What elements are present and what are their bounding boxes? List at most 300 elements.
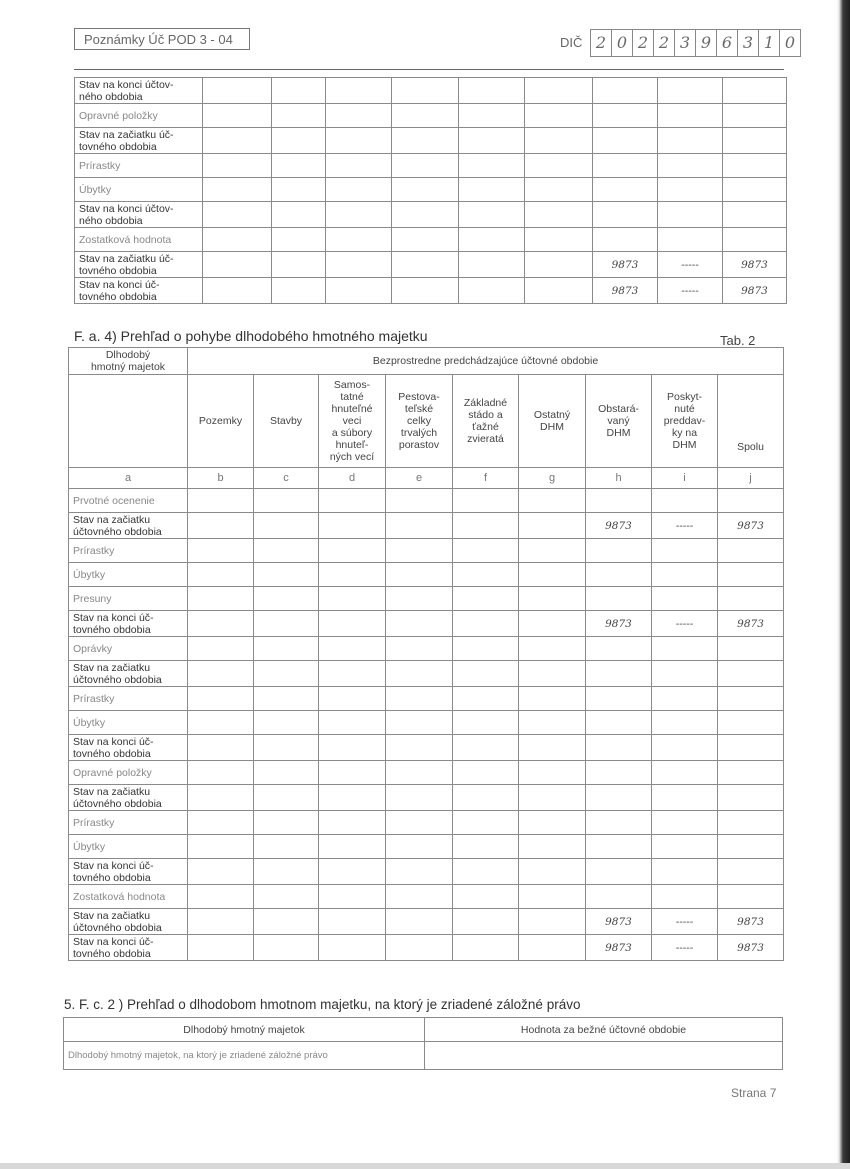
cell-i-value (658, 228, 723, 252)
empty-cell (254, 661, 319, 687)
empty-cell (525, 104, 593, 128)
empty-cell (519, 909, 586, 935)
row-label: Úbytky (69, 835, 188, 859)
row-label: Stav na konci úč- tovného obdobia (69, 935, 188, 961)
empty-cell (519, 611, 586, 637)
empty-cell (453, 835, 519, 859)
empty-cell (319, 909, 386, 935)
empty-cell (319, 563, 386, 587)
cell-h-value (586, 661, 652, 687)
cell-i-value (652, 563, 718, 587)
empty-cell (188, 785, 254, 811)
empty-cell (392, 128, 459, 154)
row-label: Presuny (69, 587, 188, 611)
table-row (75, 202, 787, 228)
empty-cell (203, 154, 272, 178)
table2-tab-label: Tab. 2 (720, 333, 756, 348)
empty-cell (525, 252, 593, 278)
empty-cell (254, 611, 319, 637)
col-header: Spolu (718, 375, 784, 468)
table-row (75, 178, 787, 202)
empty-cell (525, 154, 593, 178)
cell-j-value (723, 104, 787, 128)
empty-cell (188, 611, 254, 637)
pledged-col2-header: Hodnota za bežné účtovné obdobie (425, 1018, 783, 1042)
empty-cell (254, 711, 319, 735)
empty-cell (188, 489, 254, 513)
empty-cell (525, 78, 593, 104)
empty-cell (326, 178, 392, 202)
col-letter: e (386, 468, 453, 489)
cell-i-value (652, 785, 718, 811)
table-row (69, 859, 784, 885)
cell-i-value (652, 835, 718, 859)
empty-cell (453, 785, 519, 811)
empty-cell (188, 513, 254, 539)
dic-label: DIČ (560, 35, 583, 50)
empty-cell (188, 811, 254, 835)
empty-cell (254, 563, 319, 587)
empty-cell (203, 178, 272, 202)
empty-cell (319, 811, 386, 835)
table-row (69, 539, 784, 563)
cell-i-value (658, 128, 723, 154)
empty-cell (254, 761, 319, 785)
empty-cell (386, 811, 453, 835)
empty-cell (254, 587, 319, 611)
empty-cell (203, 252, 272, 278)
dic-digit: 6 (716, 29, 738, 57)
row-label: Stav na začiatku účtovného obdobia (69, 513, 188, 539)
empty-cell (459, 104, 525, 128)
cell-h-value (586, 637, 652, 661)
empty-cell (254, 687, 319, 711)
cell-j-value (718, 761, 784, 785)
col-header: Poskyt- nuté preddav- ky na DHM (652, 375, 718, 468)
empty-cell (525, 228, 593, 252)
cell-h-value (593, 128, 658, 154)
table-row (75, 228, 787, 252)
empty-cell (254, 909, 319, 935)
table-row (69, 611, 784, 637)
empty-cell (519, 859, 586, 885)
empty-cell (272, 128, 326, 154)
empty-cell (392, 78, 459, 104)
empty-cell (272, 154, 326, 178)
empty-cell (519, 835, 586, 859)
cell-i-value (652, 761, 718, 785)
dic-digit: 2 (632, 29, 654, 57)
row-label: Úbytky (69, 563, 188, 587)
empty-cell (272, 252, 326, 278)
table-row (69, 885, 784, 909)
table-row (75, 154, 787, 178)
cell-j-value (718, 637, 784, 661)
empty-cell (319, 637, 386, 661)
cell-i-value (652, 811, 718, 835)
cell-j-value: 9873 (718, 935, 784, 961)
empty-cell (453, 859, 519, 885)
empty-cell (319, 661, 386, 687)
cell-h-value: 9873 (586, 935, 652, 961)
empty-cell (519, 513, 586, 539)
table-row (69, 687, 784, 711)
table-row (69, 785, 784, 811)
cell-i-value (652, 735, 718, 761)
cell-h-value (593, 78, 658, 104)
empty-cell (386, 909, 453, 935)
empty-cell (188, 835, 254, 859)
dic-digit: 2 (653, 29, 675, 57)
empty-cell (459, 154, 525, 178)
empty-cell (203, 78, 272, 104)
row-label: Prírastky (69, 539, 188, 563)
table-row (69, 735, 784, 761)
empty-cell (386, 761, 453, 785)
cell-j-value: 9873 (718, 513, 784, 539)
cell-j-value (718, 711, 784, 735)
table-row (69, 661, 784, 687)
empty-cell (188, 885, 254, 909)
cell-i-value (652, 637, 718, 661)
pledged-col1-header: Dlhodobý hmotný majetok (64, 1018, 425, 1042)
col-letter: c (254, 468, 319, 489)
empty-cell (319, 785, 386, 811)
cell-h-value (586, 885, 652, 909)
empty-cell (459, 78, 525, 104)
empty-cell (319, 711, 386, 735)
empty-cell (386, 513, 453, 539)
cell-j-value (718, 785, 784, 811)
cell-h-value: 9873 (593, 252, 658, 278)
empty-cell (519, 711, 586, 735)
empty-cell (188, 637, 254, 661)
table-row (69, 835, 784, 859)
cell-h-value (593, 178, 658, 202)
empty-cell (453, 587, 519, 611)
empty-cell (453, 539, 519, 563)
col-letter: f (453, 468, 519, 489)
cell-h-value (593, 104, 658, 128)
empty-cell (254, 811, 319, 835)
col-letter: b (188, 468, 254, 489)
cell-j-value (723, 202, 787, 228)
table-continuation (74, 77, 787, 304)
col-a-header: Dlhodobý hmotný majetok (69, 348, 188, 375)
empty-cell (386, 563, 453, 587)
empty-cell (519, 811, 586, 835)
empty-cell (525, 278, 593, 304)
empty-cell (386, 637, 453, 661)
empty-cell (525, 178, 593, 202)
page-number: Strana 7 (731, 1086, 777, 1100)
cell-j-value (718, 811, 784, 835)
empty-cell (519, 539, 586, 563)
table-pledged-assets (63, 1017, 783, 1070)
empty-cell (519, 785, 586, 811)
row-label: Stav na začiatku účtovného obdobia (69, 909, 188, 935)
cell-i-value (652, 661, 718, 687)
empty-cell (319, 885, 386, 909)
cell-i-value: ----- (658, 252, 723, 278)
empty-cell (453, 637, 519, 661)
cell-i-value (658, 104, 723, 128)
row-label: Stav na konci účtov- ného obdobia (75, 78, 203, 104)
cell-i-value: ----- (652, 909, 718, 935)
empty-cell (386, 859, 453, 885)
cell-h-value: 9873 (586, 513, 652, 539)
empty-cell (386, 611, 453, 637)
empty-cell (392, 252, 459, 278)
empty-cell (525, 202, 593, 228)
empty-cell (519, 935, 586, 961)
empty-cell (519, 563, 586, 587)
cell-i-value (652, 711, 718, 735)
empty-cell (459, 228, 525, 252)
empty-cell (203, 278, 272, 304)
empty-cell (319, 687, 386, 711)
col-letter: j (718, 468, 784, 489)
empty-cell (188, 587, 254, 611)
empty-cell (459, 178, 525, 202)
empty-cell (203, 202, 272, 228)
empty-cell (254, 885, 319, 909)
empty-cell (203, 104, 272, 128)
row-label: Stav na konci úč- tovného obdobia (69, 735, 188, 761)
empty-cell (453, 489, 519, 513)
row-label: Zostatková hodnota (75, 228, 203, 252)
cell-h-value: 9873 (593, 278, 658, 304)
empty-cell (459, 128, 525, 154)
empty-cell (188, 661, 254, 687)
empty-cell (386, 587, 453, 611)
empty-cell (453, 611, 519, 637)
scan-edge (836, 0, 850, 1169)
table-row (69, 513, 784, 539)
empty-cell (519, 587, 586, 611)
table-row (75, 128, 787, 154)
pledged-row-label: Dlhodobý hmotný majetok, na ktorý je zriadené záložné právo (64, 1042, 425, 1070)
row-label: Stav na konci úč- tovného obdobia (69, 859, 188, 885)
cell-i-value (652, 885, 718, 909)
row-label: Stav na konci úč- tovného obdobia (69, 611, 188, 637)
empty-cell (453, 909, 519, 935)
col-header: Ostatný DHM (519, 375, 586, 468)
empty-cell (459, 278, 525, 304)
empty-cell (386, 735, 453, 761)
cell-j-value (718, 563, 784, 587)
empty-cell (459, 252, 525, 278)
col-header: Samos- tatné hnuteľné veci a súbory hnuteľ- ných vecí (319, 375, 386, 468)
empty-cell (188, 711, 254, 735)
row-label: Prírastky (69, 811, 188, 835)
table-long-term-assets (68, 347, 784, 961)
col-letter: g (519, 468, 586, 489)
cell-h-value (593, 154, 658, 178)
empty-cell (519, 885, 586, 909)
cell-j-value: 9873 (723, 252, 787, 278)
row-label: Prírastky (69, 687, 188, 711)
empty-cell (272, 178, 326, 202)
cell-j-value (723, 128, 787, 154)
empty-cell (319, 539, 386, 563)
empty-cell (386, 885, 453, 909)
empty-cell (386, 687, 453, 711)
empty-cell (519, 489, 586, 513)
empty-cell (525, 128, 593, 154)
cell-j-value (723, 154, 787, 178)
empty-cell (519, 637, 586, 661)
row-label: Oprávky (69, 637, 188, 661)
empty-cell (203, 128, 272, 154)
empty-cell (453, 513, 519, 539)
empty-cell (272, 278, 326, 304)
form-code: Poznámky Úč POD 3 - 04 (74, 28, 250, 50)
empty-cell (453, 735, 519, 761)
cell-h-value (586, 539, 652, 563)
col-letter: a (69, 468, 188, 489)
cell-h-value (593, 228, 658, 252)
cell-j-value: 9873 (723, 278, 787, 304)
empty-cell (519, 661, 586, 687)
cell-i-value: ----- (652, 513, 718, 539)
dic-digit: 0 (611, 29, 633, 57)
empty-cell (254, 513, 319, 539)
empty-cell (453, 687, 519, 711)
cell-i-value (658, 78, 723, 104)
empty-cell (392, 228, 459, 252)
dic-digit: 0 (779, 29, 801, 57)
empty-cell (272, 104, 326, 128)
dic-digit: 3 (737, 29, 759, 57)
row-label: Stav na konci účtov- ného obdobia (75, 202, 203, 228)
table-row (69, 909, 784, 935)
empty-cell (188, 687, 254, 711)
table-row (69, 587, 784, 611)
cell-i-value (652, 489, 718, 513)
empty-cell (386, 785, 453, 811)
table-row (69, 761, 784, 785)
col-a-blank (69, 375, 188, 468)
col-letter: h (586, 468, 652, 489)
cell-i-value (658, 154, 723, 178)
table2-title: F. a. 4) Prehľad o pohybe dlhodobého hmotného majetku (74, 328, 428, 344)
col-letter: i (652, 468, 718, 489)
table-row (69, 489, 784, 513)
empty-cell (254, 637, 319, 661)
empty-cell (326, 78, 392, 104)
empty-cell (386, 661, 453, 687)
empty-cell (319, 735, 386, 761)
row-label: Úbytky (69, 711, 188, 735)
empty-cell (392, 154, 459, 178)
cell-i-value: ----- (652, 611, 718, 637)
col-letter: d (319, 468, 386, 489)
empty-cell (319, 935, 386, 961)
table-row (75, 78, 787, 104)
cell-j-value (718, 835, 784, 859)
col-header: Obstará- vaný DHM (586, 375, 652, 468)
empty-cell (326, 278, 392, 304)
empty-cell (386, 711, 453, 735)
empty-cell (519, 687, 586, 711)
row-label: Stav na začiatku úč- tovného obdobia (75, 252, 203, 278)
cell-i-value (658, 202, 723, 228)
empty-cell (326, 202, 392, 228)
table-row (69, 935, 784, 961)
empty-cell (386, 835, 453, 859)
table-row (75, 278, 787, 304)
empty-cell (254, 935, 319, 961)
empty-cell (254, 835, 319, 859)
row-label: Prvotné ocenenie (69, 489, 188, 513)
col-header: Pozemky (188, 375, 254, 468)
table-row (69, 711, 784, 735)
cell-h-value (586, 785, 652, 811)
col-header: Stavby (254, 375, 319, 468)
cell-j-value (718, 885, 784, 909)
cell-j-value (718, 539, 784, 563)
dic-digit: 9 (695, 29, 717, 57)
empty-cell (188, 909, 254, 935)
empty-cell (453, 563, 519, 587)
row-label: Stav na konci úč- tovného obdobia (75, 278, 203, 304)
empty-cell (188, 539, 254, 563)
period-header: Bezprostredne predchádzajúce účtovné obdobie (188, 348, 784, 375)
cell-h-value: 9873 (586, 909, 652, 935)
empty-cell (386, 935, 453, 961)
empty-cell (453, 811, 519, 835)
empty-cell (254, 735, 319, 761)
empty-cell (326, 128, 392, 154)
empty-cell (254, 859, 319, 885)
cell-i-value (652, 587, 718, 611)
row-label: Stav na začiatku účtovného obdobia (69, 661, 188, 687)
cell-j-value (718, 489, 784, 513)
empty-cell (326, 228, 392, 252)
empty-cell (386, 539, 453, 563)
table-row (69, 811, 784, 835)
cell-h-value (586, 587, 652, 611)
cell-i-value (652, 859, 718, 885)
cell-i-value: ----- (658, 278, 723, 304)
table-row (75, 104, 787, 128)
cell-h-value (586, 563, 652, 587)
cell-i-value (652, 687, 718, 711)
dic-digit: 2 (590, 29, 612, 57)
cell-j-value (718, 687, 784, 711)
empty-cell (319, 587, 386, 611)
cell-h-value (586, 811, 652, 835)
col-header: Základné stádo a ťažné zvieratá (453, 375, 519, 468)
row-label: Opravné položky (75, 104, 203, 128)
empty-cell (453, 661, 519, 687)
row-label: Prírastky (75, 154, 203, 178)
empty-cell (254, 539, 319, 563)
empty-cell (254, 489, 319, 513)
empty-cell (188, 761, 254, 785)
empty-cell (319, 835, 386, 859)
dic-boxes (590, 29, 800, 57)
empty-cell (392, 178, 459, 202)
empty-cell (319, 611, 386, 637)
table-row (75, 252, 787, 278)
dic-digit: 3 (674, 29, 696, 57)
section5-title: 5. F. c. 2 ) Prehľad o dlhodobom hmotnom majetku, na ktorý je zriadené záložné právo (64, 997, 581, 1012)
cell-j-value: 9873 (718, 909, 784, 935)
header-rule (74, 69, 784, 70)
cell-h-value (586, 489, 652, 513)
